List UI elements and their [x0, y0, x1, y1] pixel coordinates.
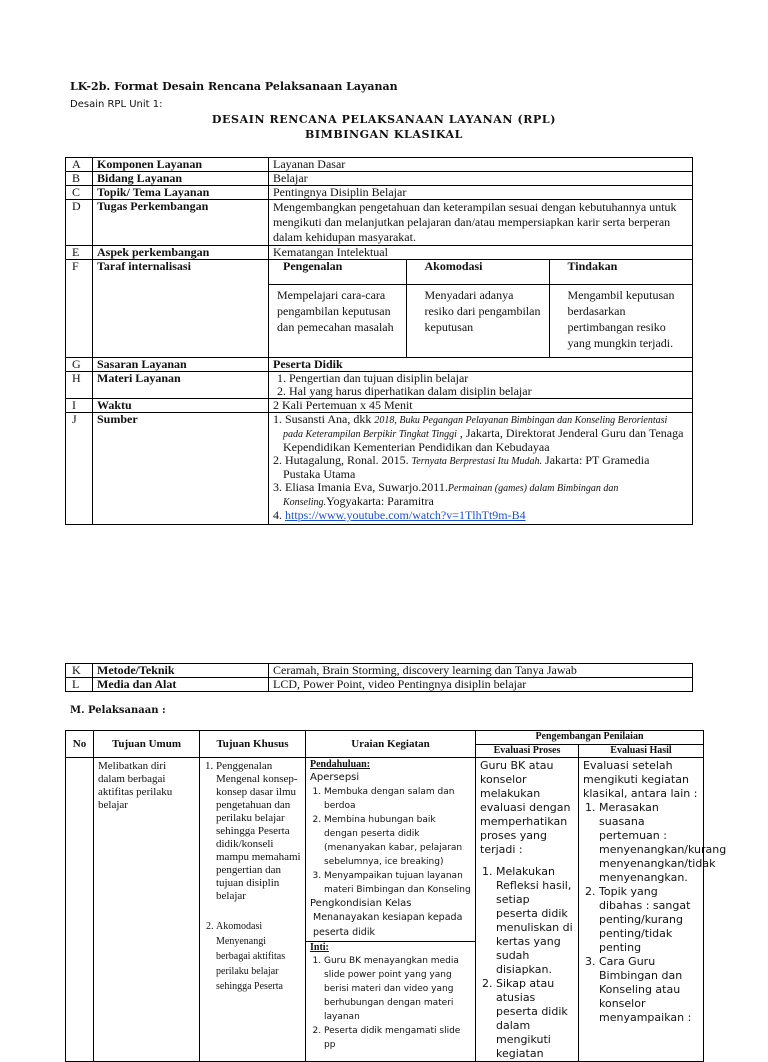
cell-evaluasi-proses	[476, 758, 579, 1062]
row-label: Sasaran Layanan	[93, 358, 269, 372]
taraf-value-akomodasi: Menyadari adanya resiko dari pengambilan keputusan	[406, 285, 549, 357]
khusus-item: 1. Penggenalan Mengenal konsep-konsep dasar ilmu pengetahuan dan perilaku belajar sehingga Peserta didik/konseli mampu memahami pengertian dan tujuan disiplin belajar	[216, 760, 301, 903]
col-uraian-kegiatan: Uraian Kegiatan	[306, 731, 476, 758]
row-label: Komponen Layanan	[93, 158, 269, 172]
taraf-header-cell	[269, 260, 693, 285]
table-row	[66, 186, 693, 200]
row-value: Belajar	[269, 172, 693, 186]
source-item: 1. Susansti Ana, dkk 2018, Buku Pegangan Pelayanan Bimbingan dan Konseling Berorientasi pada Keterampilan Berpikir Tingkat Tinggi , Jakarta, Direktorat Jenderal Guru dan Tenaga Kependidikan Kementerian Pendidikan dan Kebudayaa	[273, 412, 684, 454]
inti-title: Inti:	[306, 941, 475, 954]
cell-tujuan-khusus	[200, 758, 306, 1062]
row-code: E	[66, 246, 93, 260]
document-title: DESAIN RENCANA PELAKSANAAN LAYANAN (RPL)	[211, 113, 557, 126]
materi-item: 2. Hal yang harus diperhatikan dalam disiplin belajar	[277, 384, 532, 398]
taraf-values-cell	[269, 285, 693, 358]
row-value: Layanan Dasar	[269, 158, 693, 172]
table-row	[66, 664, 693, 678]
col-evaluasi-proses: Evaluasi Proses	[476, 744, 579, 758]
list-item: 2. Topik yang dibahas : sangat penting/kurang penting/tidak penting	[599, 885, 699, 955]
list-item: 2. Peserta didik mengamati slide pp	[324, 1024, 471, 1052]
table-row	[66, 158, 693, 172]
table-row	[66, 358, 693, 372]
table-row	[66, 678, 693, 692]
source-item: 3. Eliasa Imania Eva, Suwarjo.2011.Permainan (games) dalam Bimbingan dan Konseling.Yogyakarta: Paramitra	[273, 480, 619, 508]
row-label: Bidang Layanan	[93, 172, 269, 186]
table-row	[66, 372, 693, 399]
row-label: Tugas Perkembangan	[93, 200, 269, 246]
list-item: 1. Melakukan Refleksi hasil, setiap peserta didik menuliskan di kertas yang sudah disiapkan.	[496, 865, 574, 977]
cell-uraian-kegiatan	[306, 758, 476, 1062]
hasil-intro: Evaluasi setelah mengikuti kegiatan klasikal, antara lain :	[583, 759, 698, 800]
document-subtitle: BIMBINGAN KLASIKAL	[304, 128, 464, 141]
row-value: Ceramah, Brain Storming, discovery learning dan Tanya Jawab	[269, 664, 693, 678]
row-code: H	[66, 372, 93, 399]
table-row	[66, 399, 693, 413]
table-row	[66, 246, 693, 260]
table-row	[66, 758, 704, 1062]
taraf-head-akomodasi: Akomodasi	[406, 260, 549, 284]
row-code: C	[66, 186, 93, 200]
pengkondisian-text: Menanayakan kesiapan kepada peserta didik	[313, 912, 463, 938]
row-label: Metode/Teknik	[93, 664, 269, 678]
proses-intro: Guru BK atau konselor melakukan evaluasi dengan memperhatikan proses yang terjadi :	[480, 759, 571, 856]
pendahuluan-title: Pendahuluan:	[310, 759, 371, 770]
table-row	[66, 200, 693, 246]
cell-tujuan-umum: Melibatkan diri dalam berbagai aktifitas perilaku belajar	[94, 758, 200, 1062]
taraf-head-tindakan: Tindakan	[567, 259, 618, 273]
row-value	[269, 413, 693, 525]
col-pengembangan-penilaian: Pengembangan Penilaian	[476, 731, 704, 745]
row-label: Materi Layanan	[93, 372, 269, 399]
row-value: Peserta Didik	[269, 358, 693, 372]
row-value: Kematangan Intelektual	[269, 246, 693, 260]
row-code: G	[66, 358, 93, 372]
col-tujuan-umum: Tujuan Umum	[94, 731, 200, 758]
taraf-value-tindakan: Mengambil keputusan berdasarkan pertimbangan resiko yang mungkin terjadi.	[567, 288, 675, 350]
row-code: B	[66, 172, 93, 186]
row-value: 2 Kali Pertemuan x 45 Menit	[269, 399, 693, 413]
taraf-value-pengenalan: Mempelajari cara-cara pengambilan keputusan dan pemecahan masalah	[269, 285, 406, 357]
row-label: Media dan Alat	[93, 678, 269, 692]
unit-label: Desain RPL Unit 1:	[70, 99, 163, 110]
row-code: K	[66, 664, 93, 678]
component-table	[65, 157, 693, 525]
taraf-values-table	[269, 285, 692, 357]
row-value: LCD, Power Point, video Pentingnya disiplin belajar	[269, 678, 693, 692]
apersepsi-label: Apersepsi	[310, 772, 360, 783]
source-list	[273, 413, 688, 522]
pendahuluan-steps	[310, 785, 471, 897]
cell-no	[66, 758, 94, 1062]
section-title: M. Pelaksanaan :	[70, 705, 166, 716]
table-row	[66, 413, 693, 525]
cell-evaluasi-hasil	[579, 758, 727, 1062]
source-item: 2. Hutagalung, Ronal. 2015. Ternyata Berprestasi Itu Mudah. Jakarta: PT Gramedia Pustaka Utama	[273, 453, 650, 481]
method-table	[65, 663, 693, 692]
col-no: No	[66, 731, 94, 758]
row-code: L	[66, 678, 93, 692]
row-label: Aspek perkembangan	[93, 246, 269, 260]
list-item: 2. Membina hubungan baik dengan peserta didik (menanyakan kabar, pelajaran sebelumnya, ice breaking)	[324, 813, 471, 869]
row-label: Waktu	[93, 399, 269, 413]
row-value	[269, 372, 693, 399]
row-value: Pentingnya Disiplin Belajar	[269, 186, 693, 200]
row-value: Mengembangkan pengetahuan dan keterampilan sesuai dengan kebutuhannya untuk mengikuti dan melanjutkan pelajaran dan/atau mempersiapkan karir serta berperan dalam kehidupan masyarakat.	[269, 200, 693, 246]
list-item: 2. Sikap atau atusias peserta didik dalam mengikuti kegiatan	[496, 977, 574, 1061]
row-code: F	[66, 260, 93, 358]
taraf-head-pengenalan: Pengenalan	[269, 260, 406, 284]
table-row	[66, 260, 693, 285]
materi-item: 1. Pengertian dan tujuan disiplin belajar	[277, 371, 469, 385]
inti-steps	[310, 954, 471, 1052]
youtube-link[interactable]: https://www.youtube.com/watch?v=1TlhTt9m-B4	[285, 508, 526, 522]
row-code: I	[66, 399, 93, 413]
row-code: J	[66, 413, 93, 525]
source-item: 4. https://www.youtube.com/watch?v=1TlhTt9m-B4	[273, 508, 526, 522]
row-label: Topik/ Tema Layanan	[93, 186, 269, 200]
table-row	[66, 172, 693, 186]
row-label: Sumber	[93, 413, 269, 525]
row-code: A	[66, 158, 93, 172]
list-item: 1. Guru BK menayangkan media slide power point yang yang berisi materi dan video yang berhubungan dengan materi layanan	[324, 954, 471, 1024]
table-header-row	[66, 731, 704, 745]
worksheet-label: LK-2b. Format Desain Rencana Pelaksanaan Layanan	[70, 80, 398, 93]
list-item: 3. Menyampaikan tujuan layanan materi Bimbingan dan Konseling	[324, 869, 471, 897]
khusus-list	[204, 760, 301, 903]
list-item: 3. Cara Guru Bimbingan dan Konseling atau konselor menyampaikan :	[599, 955, 699, 1025]
row-code: D	[66, 200, 93, 246]
row-label: Taraf internalisasi	[93, 260, 269, 358]
list-item: 1. Merasakan suasana pertemuan : menyenangkan/kurang menyenangkan/tidak menyenangkan.	[599, 801, 699, 885]
khusus-item: 2. Akomodasi Menyenangi berbagai aktifitas perilaku belajar sehingga Peserta	[216, 919, 301, 994]
pengkondisian-label: Pengkondisian Kelas	[310, 898, 412, 909]
taraf-header-table	[269, 260, 692, 284]
implementation-table	[65, 730, 727, 1062]
list-item: 1. Membuka dengan salam dan berdoa	[324, 785, 471, 813]
col-evaluasi-hasil: Evaluasi Hasil	[579, 744, 704, 758]
khusus-list	[204, 919, 301, 994]
col-tujuan-khusus: Tujuan Khusus	[200, 731, 306, 758]
